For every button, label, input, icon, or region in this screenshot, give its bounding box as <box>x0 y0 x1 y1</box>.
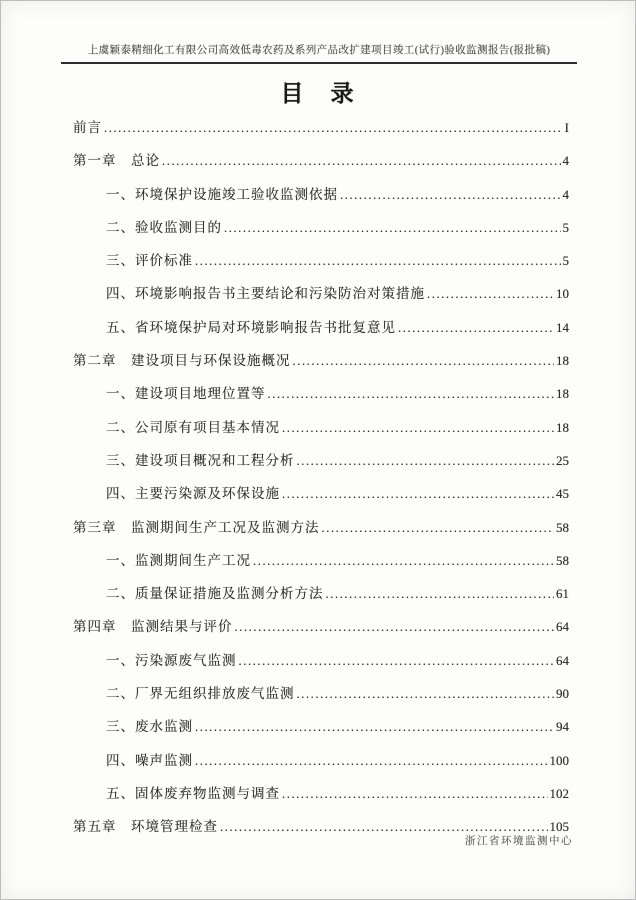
toc-entry-page: 105 <box>549 819 569 835</box>
toc-entry-page: 5 <box>562 253 569 269</box>
toc-entry[interactable] <box>73 241 569 274</box>
toc-entry[interactable] <box>73 508 569 541</box>
toc-entry-page: 61 <box>556 586 569 602</box>
toc-leader-dots <box>195 753 548 769</box>
toc-entry-page: 90 <box>556 686 569 702</box>
toc-entry-label: 第五章 环境管理检查 <box>73 819 218 835</box>
toc-leader-dots <box>239 653 555 669</box>
toc-entry-page: 4 <box>562 153 569 169</box>
toc-entry[interactable] <box>73 108 569 141</box>
toc-entry-label: 五、固体废弃物监测与调查 <box>106 785 280 801</box>
toc-entry[interactable] <box>73 308 569 341</box>
toc-entry-label: 前言 <box>73 120 102 135</box>
footer-organization: 浙江省环境监测中心 <box>465 836 573 847</box>
toc-entry-label: 四、主要污染源及环保设施 <box>106 486 280 502</box>
toc-leader-dots <box>282 786 548 802</box>
toc-leader-dots <box>398 320 554 336</box>
toc-entry-page: 45 <box>556 486 569 502</box>
toc-entry-label: 第三章 监测期间生产工况及监测方法 <box>73 519 320 535</box>
toc-entry-label: 一、环境保护设施竣工验收监测依据 <box>106 186 338 202</box>
toc-leader-dots <box>282 420 554 436</box>
toc-leader-dots <box>326 586 555 602</box>
toc-entry-page: 18 <box>556 386 569 402</box>
toc-entry-label: 第一章 总论 <box>73 153 160 169</box>
toc-entry[interactable] <box>73 707 569 740</box>
toc-entry-label: 五、省环境保护局对环境影响报告书批复意见 <box>106 319 396 335</box>
toc-leader-dots <box>104 120 563 136</box>
toc-leader-dots <box>297 453 555 469</box>
toc-entry[interactable] <box>73 474 569 507</box>
running-header: 上虞颖泰精细化工有限公司高效低毒农药及系列产品改扩建项目竣工(试行)验收监测报告(报批稿) <box>61 42 577 64</box>
toc-entry-page: 100 <box>549 752 569 768</box>
toc-entry-label: 二、厂界无组织排放废气监测 <box>106 686 295 702</box>
toc-entry-page: 10 <box>556 286 569 302</box>
toc-entry-label: 一、建设项目地理位置等 <box>106 386 266 402</box>
toc-leader-dots <box>195 253 561 269</box>
toc-entry-label: 三、评价标准 <box>106 253 193 269</box>
toc-entry-label: 四、噪声监测 <box>106 752 193 768</box>
toc-entry-page: 58 <box>556 519 569 535</box>
toc-entry-page: 14 <box>556 319 569 335</box>
toc-entry-label: 二、验收监测目的 <box>106 219 222 235</box>
toc-entry-page: 5 <box>562 219 569 235</box>
toc-entry[interactable] <box>73 374 569 407</box>
toc-entry[interactable] <box>73 607 569 640</box>
toc-entry-page: 18 <box>556 419 569 435</box>
toc-entry-page: 58 <box>556 552 569 568</box>
toc-entry[interactable] <box>73 208 569 241</box>
toc-leader-dots <box>427 286 554 302</box>
toc-entry-label: 二、公司原有项目基本情况 <box>106 419 280 435</box>
toc-leader-dots <box>162 153 561 169</box>
toc-entry-label: 四、环境影响报告书主要结论和污染防治对策措施 <box>106 286 425 302</box>
toc-entry-label: 三、建设项目概况和工程分析 <box>106 452 295 468</box>
toc-entry-label: 三、废水监测 <box>106 719 193 735</box>
toc-entry-page: 102 <box>549 785 569 801</box>
toc-entry[interactable] <box>73 175 569 208</box>
toc-entry-label: 二、质量保证措施及监测分析方法 <box>106 586 324 602</box>
toc-entry[interactable] <box>73 408 569 441</box>
toc-leader-dots <box>322 520 555 536</box>
toc-leader-dots <box>235 619 555 635</box>
toc-leader-dots <box>195 719 554 735</box>
toc-entry-page: 4 <box>562 186 569 202</box>
toc-entry[interactable] <box>73 541 569 574</box>
toc-entry[interactable] <box>73 741 569 774</box>
toc-entry-page: 64 <box>556 652 569 668</box>
toc-entry-page: 94 <box>556 719 569 735</box>
toc-entry[interactable] <box>73 141 569 174</box>
toc-leader-dots <box>268 386 555 402</box>
toc-leader-dots <box>340 187 561 203</box>
toc-entry[interactable] <box>73 274 569 307</box>
toc-entry-page: 18 <box>556 353 569 369</box>
toc-entry[interactable] <box>73 441 569 474</box>
toc-leader-dots <box>282 486 554 502</box>
toc-entry-label: 第二章 建设项目与环保设施概况 <box>73 353 291 369</box>
toc-leader-dots <box>224 220 561 236</box>
toc-leader-dots <box>297 686 555 702</box>
toc-leader-dots <box>253 553 554 569</box>
toc-entry-page: 25 <box>556 452 569 468</box>
toc-entry[interactable] <box>73 674 569 707</box>
toc-entry-page: I <box>564 120 569 135</box>
toc-entry[interactable] <box>73 641 569 674</box>
toc-entry-label: 一、污染源废气监测 <box>106 652 237 668</box>
toc-leader-dots <box>293 353 555 369</box>
toc-entry-label: 第四章 监测结果与评价 <box>73 619 233 635</box>
toc-entry[interactable] <box>73 574 569 607</box>
toc-entry-page: 64 <box>556 619 569 635</box>
toc-list <box>73 108 569 841</box>
toc-entry[interactable] <box>73 774 569 807</box>
toc-entry-label: 一、监测期间生产工况 <box>106 552 251 568</box>
toc-title: 目 录 <box>280 81 356 106</box>
toc-entry[interactable] <box>73 341 569 374</box>
